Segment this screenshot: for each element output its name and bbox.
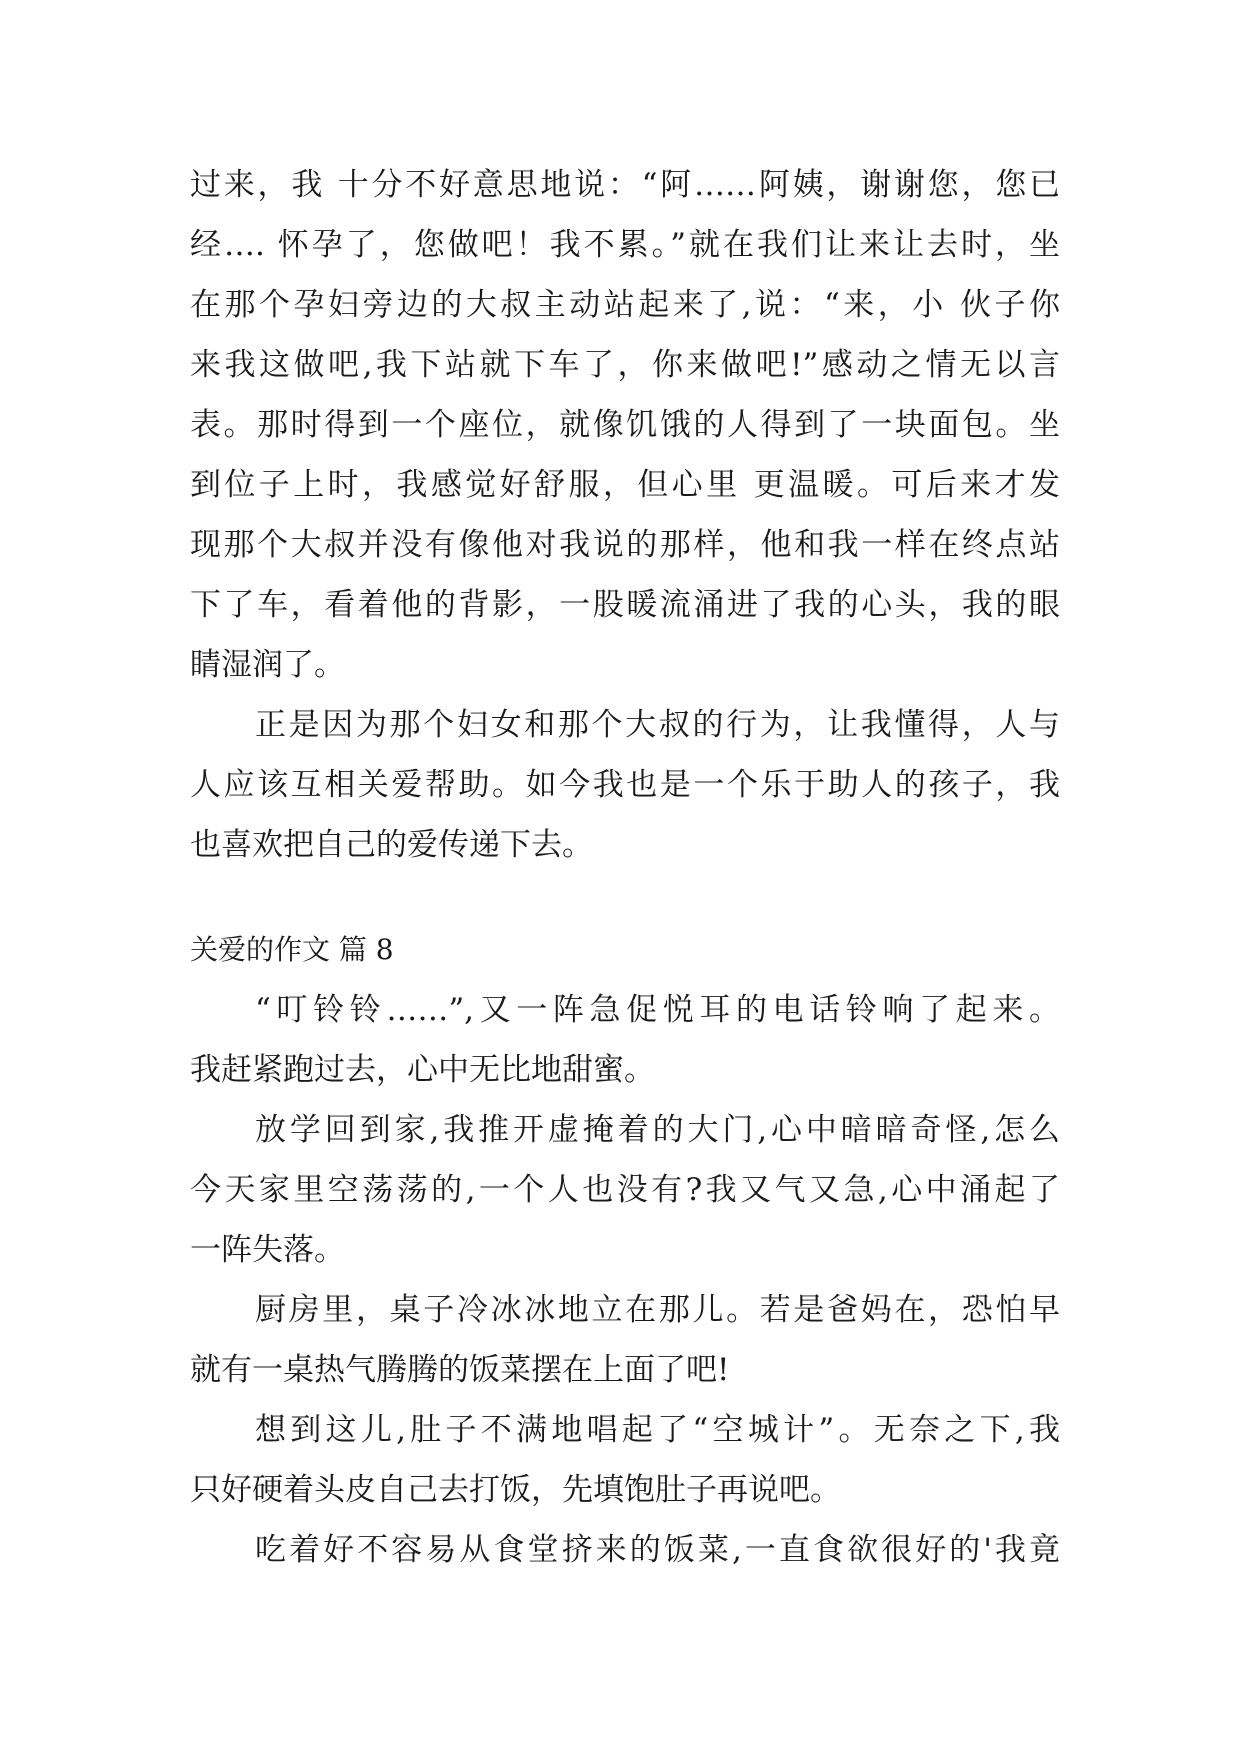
paragraph-3-line-1: “叮铃铃……”,又一阵急促悦耳的电话铃响了起来。 [255, 992, 1060, 1028]
paragraph-5-line-1: 厨房里，桌子冷冰冰地立在那儿。若是爸妈在，恐怕早 [255, 1292, 1060, 1328]
paragraph-3-line-2: 我赶紧跑过去，心中无比地甜蜜。 [190, 1052, 655, 1088]
paragraph-1-line-5: 表。那时得到一个座位，就像饥饿的人得到了一块面包。坐 [190, 407, 1060, 443]
paragraph-4-line-2: 今天家里空荡荡的,一个人也没有?我又气又急,心中涌起了 [190, 1172, 1060, 1208]
section-heading: 关爱的作文 篇 8 [190, 933, 394, 966]
paragraph-2-line-3: 也喜欢把自己的爱传递下去。 [190, 827, 593, 863]
paragraph-6-line-2: 只好硬着头皮自己去打饭，先填饱肚子再说吧。 [190, 1472, 841, 1508]
paragraph-7-line-1: 吃着好不容易从食堂挤来的饭菜,一直食欲很好的'我竟 [255, 1532, 1060, 1568]
paragraph-4-line-3: 一阵失落。 [190, 1232, 345, 1268]
paragraph-1-line-6: 到位子上时，我感觉好舒服，但心里 更温暖。可后来才发 [190, 467, 1060, 503]
paragraph-4-line-1: 放学回到家,我推开虚掩着的大门,心中暗暗奇怪,怎么 [255, 1112, 1060, 1148]
paragraph-2-line-1: 正是因为那个妇女和那个大叔的行为，让我懂得，人与 [255, 707, 1060, 743]
paragraph-5-line-2: 就有一桌热气腾腾的饭菜摆在上面了吧! [190, 1352, 730, 1388]
paragraph-1-line-8: 下了车，看着他的背影，一股暖流涌进了我的心头，我的眼 [190, 587, 1060, 623]
paragraph-1-line-3: 在那个孕妇旁边的大叔主动站起来了,说：“来，小 伙子你 [190, 287, 1060, 323]
paragraph-1-line-2: 经…. 怀孕了，您做吧！我不累。”就在我们让来让去时，坐 [190, 227, 1060, 263]
paragraph-1-line-4: 来我这做吧,我下站就下车了，你来做吧!”感动之情无以言 [190, 347, 1060, 383]
paragraph-2-line-2: 人应该互相关爱帮助。如今我也是一个乐于助人的孩子，我 [190, 767, 1060, 803]
paragraph-1-line-9: 睛湿润了。 [190, 647, 345, 683]
paragraph-1-line-7: 现那个大叔并没有像他对我说的那样，他和我一样在终点站 [190, 527, 1060, 563]
paragraph-1-line-1: 过来，我 十分不好意思地说：“阿……阿姨，谢谢您，您已 [190, 167, 1060, 203]
paragraph-6-line-1: 想到这儿,肚子不满地唱起了“空城计”。无奈之下,我 [255, 1412, 1060, 1448]
